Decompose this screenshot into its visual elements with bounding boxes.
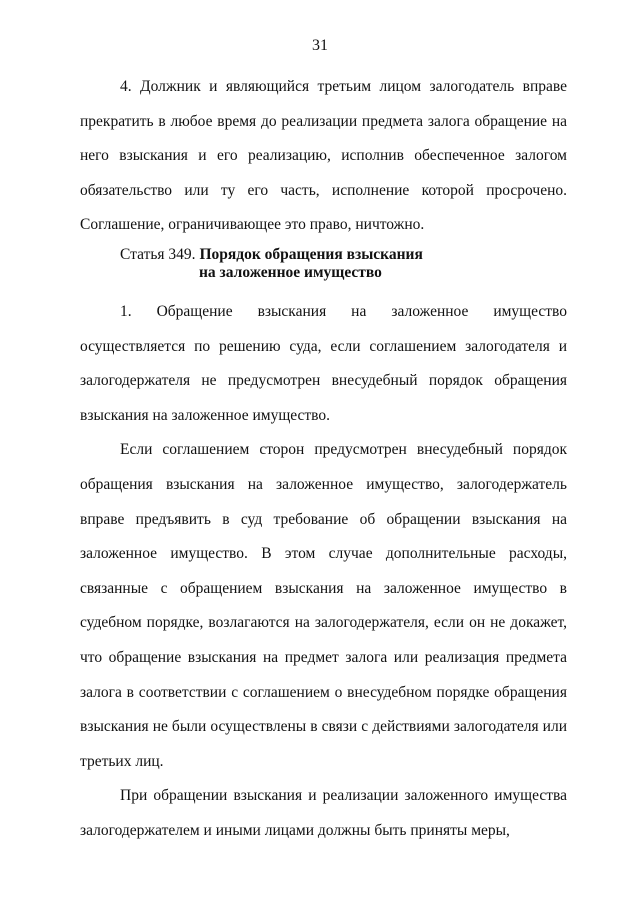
paragraph-4-block	[80, 70, 567, 243]
article-number: Статья 349.	[120, 246, 196, 263]
article-body	[80, 295, 567, 849]
article-title-line-2: на заложенное имущество	[199, 264, 382, 281]
article-heading	[80, 246, 567, 282]
paragraph-3: При обращении взыскания и реализации заложенного имущества залогодержателем и иными лицами должны быть приняты меры,	[80, 787, 567, 839]
paragraph-2: Если соглашением сторон предусмотрен внесудебный порядок обращения взыскания на заложенное имущество, залогодержатель вправе предъявить в суд требование об обращении взыскания на заложенное имущество. В этом случае дополнительные расходы, связанные с обращением взыскания на заложенное имущество в судебном порядке, возлагаются на залогодержателя, если он не докажет, что обращение взыскания на предмет залога или реализация предмета залога в соответствии с соглашением о внесудебном порядке обращения взыскания не были осуществлены в связи с действиями залогодателя или третьих лиц.	[80, 441, 567, 770]
paragraph-4: 4. Должник и являющийся третьим лицом залогодатель вправе прекратить в любое время до реализации предмета залога обращение на него взыскания и его реализацию, исполнив обеспеченное залогом обязательство или ту его часть, исполнение которой просрочено. Соглашение, ограничивающее это право, ничтожно.	[80, 78, 567, 234]
page-number: 31	[312, 37, 328, 54]
article-title-line-1: Порядок обращения взыскания	[199, 246, 423, 263]
paragraph-1: 1. Обращение взыскания на заложенное имущество осуществляется по решению суда, если соглашением залогодателя и залогодержателя не предусмотрен внесудебный порядок обращения взыскания на заложенное имущество.	[80, 303, 567, 424]
